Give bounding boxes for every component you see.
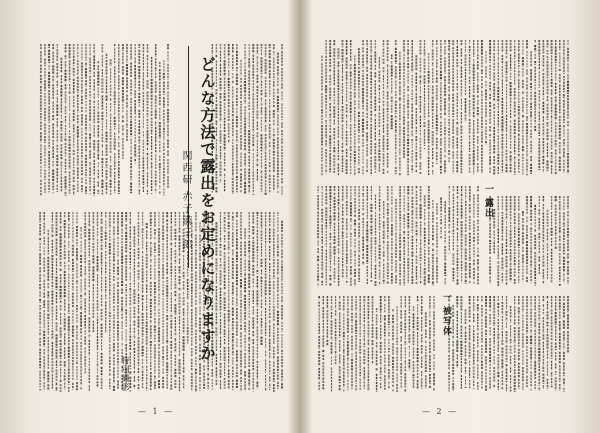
section-heading: 一 露出 — [483, 184, 493, 219]
section-heading: 特別撮影 — [121, 356, 130, 392]
article-title: どんな方法で露出をお定めになりますか — [198, 56, 217, 362]
page-number-right: — 2 — — [422, 407, 459, 416]
article-author: 関西研 赤子満三郎 — [180, 150, 191, 252]
section-heading: 一 被写体 — [441, 292, 451, 337]
page-number-left: — 1 — — [138, 407, 175, 416]
